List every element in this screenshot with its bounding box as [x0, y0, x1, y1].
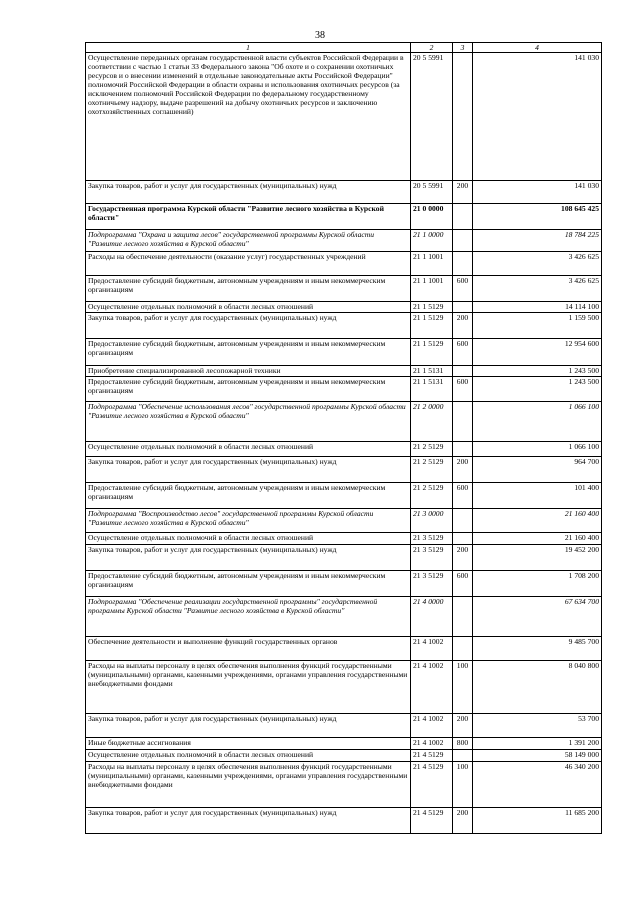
- row-name: Подпрограмма "Воспроизводство лесов" государственной программы Курской области "Развитие лесного хозяйства в Курской области": [86, 509, 411, 533]
- row-name: Осуществление переданных органам государственной власти субъектов Российской Федерации в соответствии с частью 1 статьи 33 Федерального закона "Об охоте и о сохранении охотничьих ресурсов и о внесении изменений в отдельные законодательные акты Российской Федерации" полномочий Российской Федерации в области охраны и использования охотничьих ресурсов (за исключением полномочий Российской Федерации по федеральному государственному охотничьему надзору, выдаче разрешений на добычу охотничьих ресурсов и заключению охотхозяйственных соглашений): [86, 53, 411, 181]
- row-amount: 141 030: [473, 53, 602, 181]
- table-row: [86, 457, 602, 483]
- table-row: [86, 483, 602, 509]
- row-amount: 58 149 000: [473, 750, 602, 762]
- row-target-code: 20 5 5991: [411, 53, 453, 181]
- row-amount: 9 485 700: [473, 637, 602, 661]
- row-amount: 14 114 100: [473, 302, 602, 313]
- row-amount: 1 159 500: [473, 313, 602, 339]
- row-target-code: 21 2 0000: [411, 402, 453, 442]
- row-target-code: 21 4 0000: [411, 597, 453, 637]
- row-name: Осуществление отдельных полномочий в области лесных отношений: [86, 442, 411, 457]
- row-expense-type: [453, 637, 473, 661]
- row-name: Расходы на выплаты персоналу в целях обеспечения выполнения функций государственными (муниципальными) органами, казенными учреждениями, органами управления государственными внебюджетными фондами: [86, 762, 411, 808]
- row-expense-type: 600: [453, 276, 473, 302]
- header-cell: 4: [473, 43, 602, 53]
- row-name: Осуществление отдельных полномочий в области лесных отношений: [86, 302, 411, 313]
- row-expense-type: 200: [453, 714, 473, 738]
- row-expense-type: [453, 533, 473, 545]
- row-name: Осуществление отдельных полномочий в области лесных отношений: [86, 533, 411, 545]
- row-target-code: 21 4 5129: [411, 750, 453, 762]
- row-expense-type: 100: [453, 762, 473, 808]
- table-row: [86, 181, 602, 204]
- row-amount: 1 243 500: [473, 366, 602, 377]
- row-name: Осуществление отдельных полномочий в области лесных отношений: [86, 750, 411, 762]
- row-name: Обеспечение деятельности и выполнение функций государственных органов: [86, 637, 411, 661]
- row-amount: 1 066 100: [473, 402, 602, 442]
- row-expense-type: [453, 53, 473, 181]
- row-amount: 1 708 200: [473, 571, 602, 597]
- row-target-code: 21 1 5129: [411, 339, 453, 366]
- table-row: [86, 252, 602, 276]
- row-amount: 964 700: [473, 457, 602, 483]
- row-name: Расходы на выплаты персоналу в целях обеспечения выполнения функций государственными (муниципальными) органами, казенными учреждениями, органами управления государственными внебюджетными фондами: [86, 661, 411, 714]
- row-expense-type: 200: [453, 457, 473, 483]
- row-expense-type: 600: [453, 571, 473, 597]
- row-target-code: 21 4 1002: [411, 714, 453, 738]
- header-cell: 3: [453, 43, 473, 53]
- row-name: Расходы на обеспечение деятельности (оказание услуг) государственных учреждений: [86, 252, 411, 276]
- row-amount: 11 685 200: [473, 808, 602, 834]
- row-name: Закупка товаров, работ и услуг для государственных (муниципальных) нужд: [86, 714, 411, 738]
- row-target-code: 21 4 5129: [411, 808, 453, 834]
- row-expense-type: [453, 302, 473, 313]
- table-row: [86, 276, 602, 302]
- table-row: [86, 738, 602, 750]
- table-row: [86, 637, 602, 661]
- row-amount: 1 243 500: [473, 377, 602, 402]
- row-expense-type: [453, 402, 473, 442]
- row-expense-type: 200: [453, 808, 473, 834]
- row-name: Подпрограмма "Обеспечение использования лесов" государственной программы Курской области "Развитие лесного хозяйства в Курской области": [86, 402, 411, 442]
- row-expense-type: 100: [453, 661, 473, 714]
- row-expense-type: 600: [453, 483, 473, 509]
- row-target-code: 21 1 1001: [411, 276, 453, 302]
- row-target-code: 21 1 5129: [411, 313, 453, 339]
- row-expense-type: [453, 509, 473, 533]
- row-name: Предоставление субсидий бюджетным, автономным учреждениям и иным некоммерческим организациям: [86, 483, 411, 509]
- header-cell: 1: [86, 43, 411, 53]
- table-row: [86, 230, 602, 252]
- table-row: [86, 442, 602, 457]
- row-name: Предоставление субсидий бюджетным, автономным учреждениям и иным некоммерческим организациям: [86, 571, 411, 597]
- row-name: Предоставление субсидий бюджетным, автономным учреждениям и иным некоммерческим организациям: [86, 377, 411, 402]
- row-name: Подпрограмма "Охрана и защита лесов" государственной программы Курской области "Развитие лесного хозяйства в Курской области": [86, 230, 411, 252]
- row-amount: 101 400: [473, 483, 602, 509]
- row-name: Предоставление субсидий бюджетным, автономным учреждениям и иным некоммерческим организациям: [86, 276, 411, 302]
- row-target-code: 21 1 5131: [411, 366, 453, 377]
- row-name: Закупка товаров, работ и услуг для государственных (муниципальных) нужд: [86, 457, 411, 483]
- row-amount: 1 391 200: [473, 738, 602, 750]
- table-row: [86, 377, 602, 402]
- row-amount: 21 160 400: [473, 509, 602, 533]
- row-expense-type: [453, 252, 473, 276]
- row-expense-type: 200: [453, 545, 473, 571]
- table-row: [86, 545, 602, 571]
- row-expense-type: 800: [453, 738, 473, 750]
- table-row: [86, 339, 602, 366]
- table-row: [86, 597, 602, 637]
- row-amount: 21 160 400: [473, 533, 602, 545]
- row-target-code: 21 4 1002: [411, 661, 453, 714]
- table-row: [86, 313, 602, 339]
- table-row: [86, 750, 602, 762]
- table-row: [86, 762, 602, 808]
- row-name: Подпрограмма "Обеспечение реализации государственной программы" государственной программы Курской области "Развитие лесного хозяйства в Курской области": [86, 597, 411, 637]
- row-amount: 53 700: [473, 714, 602, 738]
- row-target-code: 21 2 5129: [411, 457, 453, 483]
- table-row: [86, 808, 602, 834]
- row-expense-type: [453, 204, 473, 230]
- row-target-code: 21 2 5129: [411, 442, 453, 457]
- budget-table-body: [86, 43, 602, 834]
- row-amount: 3 426 625: [473, 276, 602, 302]
- row-target-code: 21 4 5129: [411, 762, 453, 808]
- row-expense-type: 600: [453, 339, 473, 366]
- row-target-code: 21 4 1002: [411, 637, 453, 661]
- table-row: [86, 302, 602, 313]
- row-target-code: 21 1 0000: [411, 230, 453, 252]
- row-expense-type: [453, 597, 473, 637]
- table-row: [86, 533, 602, 545]
- table-row: [86, 53, 602, 181]
- row-target-code: 21 1 5131: [411, 377, 453, 402]
- row-target-code: 21 3 5129: [411, 533, 453, 545]
- table-row: [86, 571, 602, 597]
- budget-table: [85, 42, 602, 834]
- page-number: 38: [315, 30, 325, 41]
- row-target-code: 21 2 5129: [411, 483, 453, 509]
- row-name: Закупка товаров, работ и услуг для государственных (муниципальных) нужд: [86, 808, 411, 834]
- row-amount: 19 452 200: [473, 545, 602, 571]
- row-expense-type: [453, 230, 473, 252]
- row-amount: 1 066 100: [473, 442, 602, 457]
- row-target-code: 21 3 5129: [411, 545, 453, 571]
- table-header-row: [86, 43, 602, 53]
- row-expense-type: [453, 442, 473, 457]
- header-cell: 2: [411, 43, 453, 53]
- table-row: [86, 366, 602, 377]
- row-expense-type: [453, 366, 473, 377]
- row-target-code: 21 0 0000: [411, 204, 453, 230]
- row-amount: 46 340 200: [473, 762, 602, 808]
- row-amount: 141 030: [473, 181, 602, 204]
- row-amount: 8 040 800: [473, 661, 602, 714]
- row-expense-type: 200: [453, 313, 473, 339]
- table-row: [86, 661, 602, 714]
- row-amount: 18 784 225: [473, 230, 602, 252]
- row-expense-type: [453, 750, 473, 762]
- row-target-code: 21 3 5129: [411, 571, 453, 597]
- row-expense-type: 600: [453, 377, 473, 402]
- row-name: Иные бюджетные ассигнования: [86, 738, 411, 750]
- row-amount: 12 954 600: [473, 339, 602, 366]
- table-row: [86, 714, 602, 738]
- row-amount: 108 645 425: [473, 204, 602, 230]
- row-name: Приобретение специализированной лесопожарной техники: [86, 366, 411, 377]
- row-expense-type: 200: [453, 181, 473, 204]
- row-amount: 3 426 625: [473, 252, 602, 276]
- row-name: Закупка товаров, работ и услуг для государственных (муниципальных) нужд: [86, 545, 411, 571]
- row-target-code: 21 4 1002: [411, 738, 453, 750]
- row-name: Закупка товаров, работ и услуг для государственных (муниципальных) нужд: [86, 181, 411, 204]
- table-row: [86, 402, 602, 442]
- table-row: [86, 509, 602, 533]
- row-name: Предоставление субсидий бюджетным, автономным учреждениям и иным некоммерческим организациям: [86, 339, 411, 366]
- row-target-code: 21 1 5129: [411, 302, 453, 313]
- table-row: [86, 204, 602, 230]
- row-name: Государственная программа Курской области "Развитие лесного хозяйства в Курской области": [86, 204, 411, 230]
- row-target-code: 21 3 0000: [411, 509, 453, 533]
- row-target-code: 20 5 5991: [411, 181, 453, 204]
- row-amount: 67 634 700: [473, 597, 602, 637]
- row-target-code: 21 1 1001: [411, 252, 453, 276]
- row-name: Закупка товаров, работ и услуг для государственных (муниципальных) нужд: [86, 313, 411, 339]
